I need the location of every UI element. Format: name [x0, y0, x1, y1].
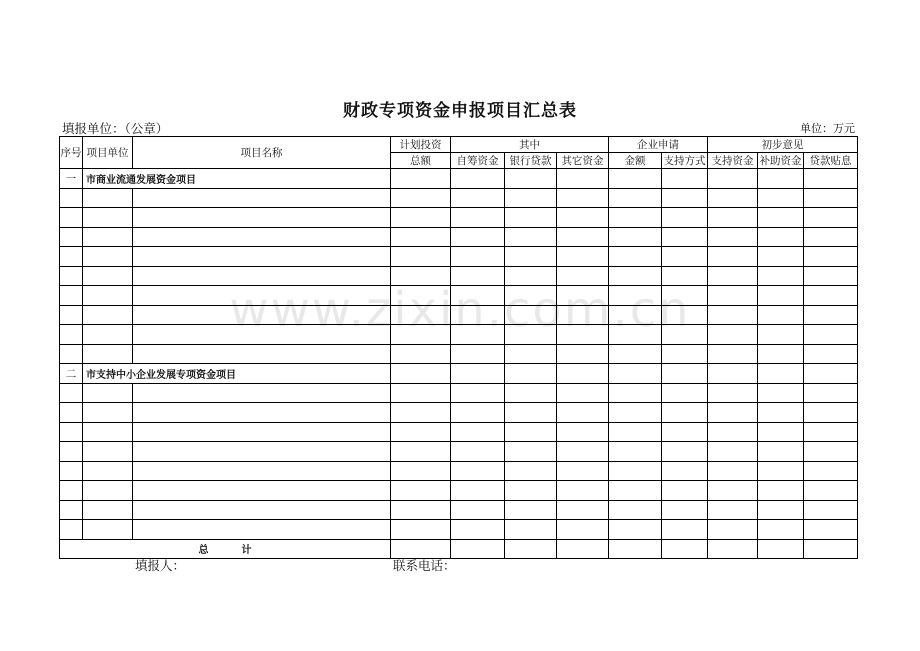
table-cell [758, 383, 804, 403]
table-row [60, 325, 858, 345]
col-support-mode: 支持方式 [662, 153, 708, 169]
table-cell [708, 247, 758, 267]
table-cell [391, 286, 451, 306]
table-cell [83, 305, 133, 325]
table-cell [83, 325, 133, 345]
table-cell [505, 266, 557, 286]
table-cell [609, 286, 662, 306]
table-cell [557, 500, 609, 520]
col-bank-loan: 银行贷款 [505, 153, 557, 169]
col-of-which: 其中 [451, 137, 609, 153]
table-cell [708, 500, 758, 520]
table-cell [83, 520, 133, 540]
table-cell [609, 442, 662, 462]
table-cell [662, 208, 708, 228]
table-cell [557, 325, 609, 345]
table-row [60, 286, 858, 306]
table-cell [804, 344, 858, 364]
table-cell [391, 520, 451, 540]
phone-label: 联系电话： [393, 558, 456, 573]
table-cell [451, 325, 505, 345]
table-cell [557, 422, 609, 442]
table-cell [133, 286, 391, 306]
col-total: 总额 [391, 153, 451, 169]
table-cell [60, 266, 83, 286]
table-cell [60, 481, 83, 501]
table-cell [758, 344, 804, 364]
table-cell [83, 208, 133, 228]
table-cell [662, 266, 708, 286]
table-cell [609, 188, 662, 208]
section-number: 二 [60, 364, 83, 384]
fill-unit-label: 填报单位：（公章） [62, 121, 169, 136]
form-title: 财政专项资金申报项目汇总表 [343, 101, 577, 121]
table-cell [758, 286, 804, 306]
table-cell [391, 247, 451, 267]
table-cell [451, 188, 505, 208]
section-2-rows [60, 383, 858, 539]
table-cell [662, 481, 708, 501]
table-cell [758, 227, 804, 247]
table-cell [708, 344, 758, 364]
table-cell [391, 500, 451, 520]
table-cell [708, 422, 758, 442]
section-1-rows [60, 188, 858, 364]
table-cell [609, 500, 662, 520]
table-cell [60, 500, 83, 520]
table-cell [451, 383, 505, 403]
table-cell [505, 442, 557, 462]
table-cell [708, 286, 758, 306]
table-row [60, 442, 858, 462]
table-cell [557, 481, 609, 501]
table-cell [804, 520, 858, 540]
col-subsidy-funds: 补助资金 [758, 153, 804, 169]
table-cell [662, 500, 708, 520]
table-cell [609, 481, 662, 501]
summary-table [59, 136, 858, 559]
table-cell [758, 208, 804, 228]
table-cell [804, 403, 858, 423]
total-label [60, 539, 391, 559]
table-cell [662, 403, 708, 423]
table-cell [451, 422, 505, 442]
table-cell [133, 227, 391, 247]
table-cell [83, 461, 133, 481]
col-amount: 金额 [609, 153, 662, 169]
table-cell [60, 247, 83, 267]
table-cell [451, 227, 505, 247]
table-cell [662, 325, 708, 345]
table-cell [557, 520, 609, 540]
table-cell [451, 305, 505, 325]
table-cell [557, 188, 609, 208]
table-cell [708, 383, 758, 403]
table-cell [451, 208, 505, 228]
table-cell [804, 305, 858, 325]
table-cell [83, 286, 133, 306]
table-cell [609, 344, 662, 364]
col-support-funds: 支持资金 [708, 153, 758, 169]
table-cell [557, 208, 609, 228]
table-cell [758, 266, 804, 286]
table-cell [505, 422, 557, 442]
table-row [60, 208, 858, 228]
table-cell [708, 442, 758, 462]
table-row [60, 247, 858, 267]
table-cell [451, 266, 505, 286]
table-cell [557, 266, 609, 286]
table-cell [609, 383, 662, 403]
table-cell [557, 305, 609, 325]
table-cell [133, 481, 391, 501]
table-cell [609, 305, 662, 325]
table-cell [60, 188, 83, 208]
table-row [60, 344, 858, 364]
header-row-1 [60, 137, 858, 153]
table-cell [133, 247, 391, 267]
table-cell [662, 461, 708, 481]
table-cell [804, 266, 858, 286]
table-cell [804, 286, 858, 306]
table-cell [609, 520, 662, 540]
table-cell [60, 325, 83, 345]
table-cell [708, 325, 758, 345]
table-cell [505, 481, 557, 501]
table-cell [451, 247, 505, 267]
table-cell [609, 227, 662, 247]
table-cell [505, 286, 557, 306]
total-label-char-1: 总 [198, 545, 209, 557]
table-cell [60, 227, 83, 247]
table-cell [505, 520, 557, 540]
table-cell [505, 208, 557, 228]
table-cell [60, 383, 83, 403]
table-cell [133, 188, 391, 208]
col-enterprise-application: 企业申请 [609, 137, 708, 153]
table-row [60, 500, 858, 520]
table-cell [557, 247, 609, 267]
filler-label: 填报人： [135, 558, 186, 573]
table-cell [662, 383, 708, 403]
table-cell [662, 188, 708, 208]
table-cell [662, 305, 708, 325]
table-row [60, 305, 858, 325]
table-cell [83, 442, 133, 462]
total-label-char-2: 计 [241, 545, 252, 557]
table-cell [391, 461, 451, 481]
table-cell [83, 266, 133, 286]
table-cell [758, 500, 804, 520]
col-planned-investment: 计划投资 [391, 137, 451, 153]
table-cell [391, 403, 451, 423]
table-cell [708, 403, 758, 423]
table-row [60, 481, 858, 501]
table-cell [133, 403, 391, 423]
col-preliminary-opinion: 初步意见 [708, 137, 858, 153]
table-cell [451, 442, 505, 462]
table-cell [609, 422, 662, 442]
table-row [60, 422, 858, 442]
table-cell [505, 461, 557, 481]
table-row [60, 403, 858, 423]
table-cell [662, 344, 708, 364]
table-cell [662, 227, 708, 247]
table-cell [60, 403, 83, 423]
col-self-funds: 自筹资金 [451, 153, 505, 169]
table-cell [391, 227, 451, 247]
table-cell [83, 247, 133, 267]
watermark: www.zixin.com.cn [229, 282, 691, 338]
table-cell [662, 520, 708, 540]
table-cell [804, 208, 858, 228]
col-project-unit: 项目单位 [83, 137, 133, 169]
table-cell [133, 461, 391, 481]
table-row [60, 266, 858, 286]
table-cell [557, 383, 609, 403]
table-cell [505, 227, 557, 247]
table-cell [60, 442, 83, 462]
table-cell [391, 305, 451, 325]
table-cell [708, 188, 758, 208]
table-cell [391, 188, 451, 208]
table-cell [83, 481, 133, 501]
table-cell [758, 403, 804, 423]
table-cell [804, 247, 858, 267]
table-cell [557, 286, 609, 306]
table-cell [133, 325, 391, 345]
table-cell [758, 325, 804, 345]
table-cell [804, 227, 858, 247]
table-cell [451, 520, 505, 540]
table-row [60, 188, 858, 208]
table-cell [708, 305, 758, 325]
table-cell [758, 461, 804, 481]
table-cell [758, 442, 804, 462]
table-cell [83, 403, 133, 423]
table-cell [505, 305, 557, 325]
table-cell [391, 208, 451, 228]
table-cell [391, 344, 451, 364]
table-cell [83, 500, 133, 520]
table-cell [60, 208, 83, 228]
table-cell [451, 500, 505, 520]
col-other-funds: 其它资金 [557, 153, 609, 169]
section-row [60, 364, 858, 384]
table-cell [758, 305, 804, 325]
table-cell [662, 247, 708, 267]
table-cell [758, 520, 804, 540]
table-cell [505, 403, 557, 423]
table-cell [662, 286, 708, 306]
table-cell [505, 247, 557, 267]
table-cell [804, 442, 858, 462]
col-loan-interest: 贷款贴息 [804, 153, 858, 169]
table-row [60, 461, 858, 481]
table-cell [609, 266, 662, 286]
table-cell [708, 227, 758, 247]
table-cell [451, 461, 505, 481]
table-cell [60, 344, 83, 364]
section-title: 市商业流通发展资金项目 [83, 169, 391, 189]
table-cell [708, 520, 758, 540]
table-cell [133, 266, 391, 286]
table-cell [609, 403, 662, 423]
table-row [60, 520, 858, 540]
table-cell [758, 188, 804, 208]
table-cell [391, 266, 451, 286]
table-cell [804, 481, 858, 501]
table-cell [804, 500, 858, 520]
table-cell [662, 422, 708, 442]
table-cell [60, 305, 83, 325]
table-cell [83, 422, 133, 442]
section-number: 一 [60, 169, 83, 189]
table-cell [557, 461, 609, 481]
table-cell [451, 344, 505, 364]
table-cell [804, 461, 858, 481]
table-cell [83, 383, 133, 403]
table-cell [391, 325, 451, 345]
table-cell [83, 344, 133, 364]
table-cell [133, 520, 391, 540]
table-cell [505, 325, 557, 345]
col-project-name: 项目名称 [133, 137, 391, 169]
table-cell [609, 247, 662, 267]
table-cell [609, 461, 662, 481]
table-cell [505, 383, 557, 403]
table-cell [451, 481, 505, 501]
table-cell [505, 344, 557, 364]
table-cell [505, 500, 557, 520]
section-row [60, 169, 858, 189]
table-cell [133, 208, 391, 228]
section-title: 市支持中小企业发展专项资金项目 [83, 364, 391, 384]
table-cell [804, 383, 858, 403]
table-cell [60, 422, 83, 442]
table-cell [708, 208, 758, 228]
table-row [60, 227, 858, 247]
table-cell [804, 325, 858, 345]
table-cell [708, 266, 758, 286]
table-cell [804, 188, 858, 208]
table-cell [133, 344, 391, 364]
table-cell [391, 442, 451, 462]
table-cell [133, 305, 391, 325]
currency-unit-label: 单位：万元 [800, 122, 855, 135]
table-row [60, 383, 858, 403]
table-cell [557, 442, 609, 462]
table-cell [83, 188, 133, 208]
table-cell [662, 442, 708, 462]
table-cell [758, 481, 804, 501]
table-cell [391, 383, 451, 403]
table-cell [391, 422, 451, 442]
table-cell [133, 500, 391, 520]
table-cell [505, 188, 557, 208]
table-cell [60, 461, 83, 481]
table-cell [451, 286, 505, 306]
table-cell [557, 403, 609, 423]
table-cell [758, 422, 804, 442]
table-cell [133, 422, 391, 442]
table-cell [557, 344, 609, 364]
table-cell [133, 442, 391, 462]
table-cell [609, 208, 662, 228]
table-cell [804, 422, 858, 442]
col-seq: 序号 [60, 137, 83, 169]
table-cell [391, 481, 451, 501]
table-cell [83, 227, 133, 247]
table-cell [557, 227, 609, 247]
table-cell [708, 481, 758, 501]
table-cell [451, 403, 505, 423]
table-cell [60, 520, 83, 540]
table-cell [708, 461, 758, 481]
table-cell [758, 247, 804, 267]
table-cell [60, 286, 83, 306]
table-cell [133, 383, 391, 403]
table-cell [609, 325, 662, 345]
